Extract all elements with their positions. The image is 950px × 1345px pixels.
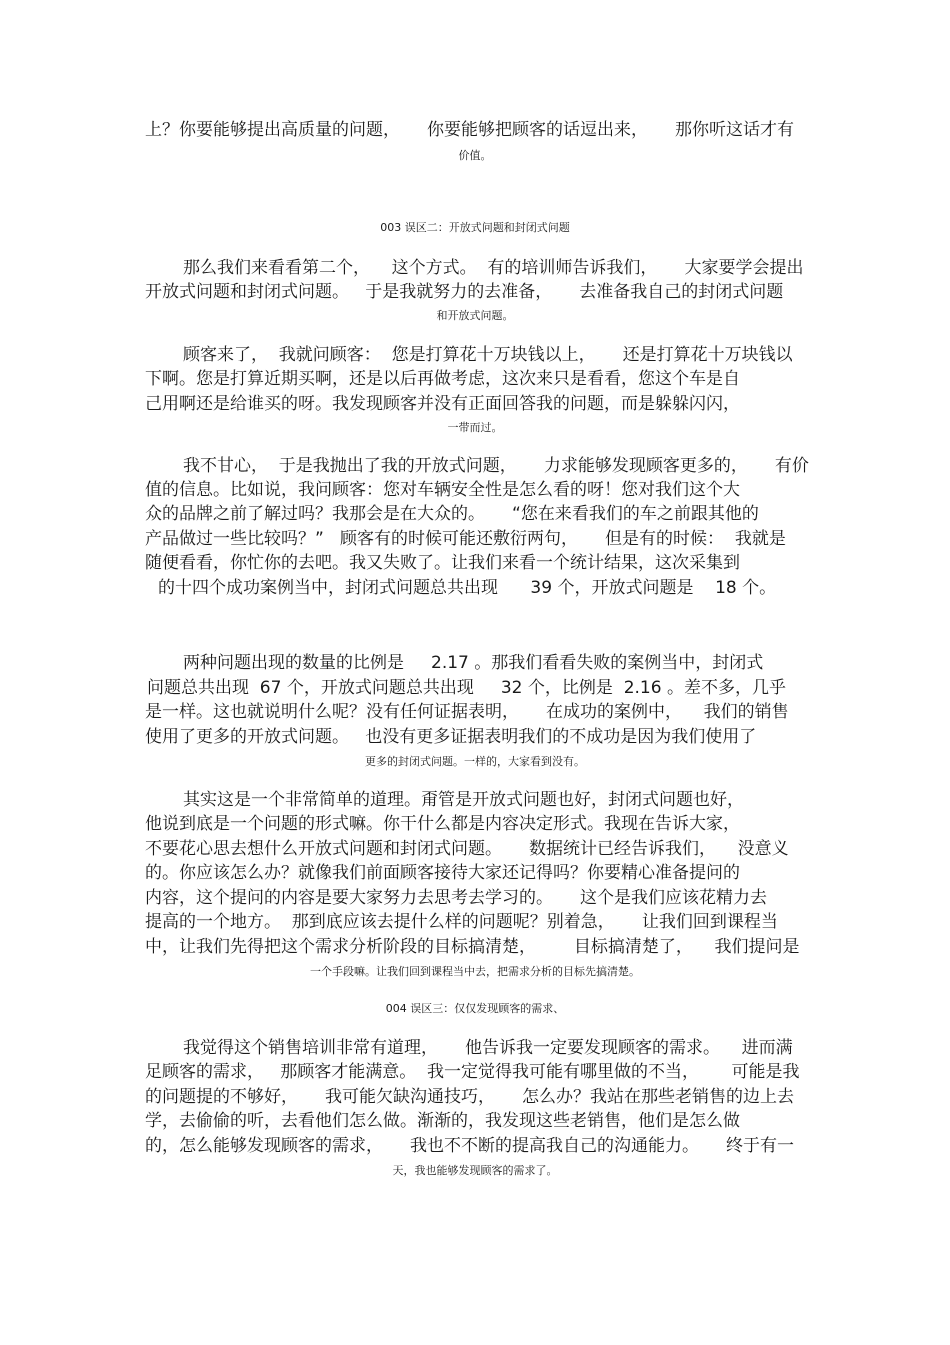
- text-line: 天，我也能够发现顾客的需求了。: [392, 1164, 558, 1177]
- text-line: 随便看看，你忙你的去吧。我又失败了。让我们来看一个统计结果，这次采集到: [145, 553, 740, 573]
- text-line: 的十四个成功案例当中，封闭式问题总共出现 39 个，开放式问题是 18 个。: [158, 578, 777, 598]
- text-line: 的，怎么能够发现顾客的需求， 我也不不断的提高我自己的沟通能力。 终于有一: [145, 1136, 795, 1156]
- text-line: 我不甘心， 于是我抛出了我的开放式问题， 力求能够发现顾客更多的， 有价: [183, 456, 809, 476]
- text-line: 价值。: [458, 149, 492, 162]
- text-line: 和开放式问题。: [436, 309, 514, 322]
- text-line: 的问题提的不够好， 我可能欠缺沟通技巧， 怎么办？我站在那些老销售的边上去: [145, 1087, 795, 1107]
- text-line: 值的信息。比如说，我问顾客：您对车辆安全性是怎么看的呀！您对我们这个大: [145, 480, 740, 500]
- text-line: 己用啊还是给谁买的呀。我发现顾客并没有正面回答我的问题，而是躲躲闪闪，: [145, 394, 740, 414]
- text-line: 众的品牌之前了解过吗？我那会是在大众的。 “您在来看我们的车之前跟其他的: [145, 504, 759, 524]
- text-line: 一带而过。: [447, 421, 503, 434]
- text-line: 内容，这个提问的内容是要大家努力去思考去学习的。 这个是我们应该花精力去: [145, 888, 768, 908]
- text-line: 的。你应该怎么办？就像我们前面顾客接待大家还记得吗？你要精心准备提问的: [145, 863, 740, 883]
- text-line: 产品做过一些比较吗？” 顾客有的时候可能还敷衍两句， 但是有的时候： 我就是: [145, 529, 786, 549]
- text-line: 那么我们来看看第二个， 这个方式。 有的培训师告诉我们， 大家要学会提出: [183, 258, 804, 278]
- text-line: 其实这是一个非常简单的道理。甭管是开放式问题也好，封闭式问题也好，: [183, 790, 744, 810]
- text-line: 开放式问题和封闭式问题。 于是我就努力的去准备， 去准备我自己的封闭式问题: [145, 282, 784, 302]
- text-line: 使用了更多的开放式问题。 也没有更多证据表明我们的不成功是因为我们使用了: [145, 727, 757, 747]
- text-line: 下啊。您是打算近期买啊，还是以后再做考虑，这次来只是看看，您这个车是自: [145, 369, 740, 389]
- text-line: 一个手段嘛。让我们回到课程当中去，把需求分析的目标先搞清楚。: [310, 965, 640, 978]
- text-line: 提高的一个地方。 那到底应该去提什么样的问题呢？别着急， 让我们回到课程当: [145, 912, 778, 932]
- text-line: 中，让我们先得把这个需求分析阶段的目标搞清楚， 目标搞清楚了， 我们提问是: [145, 937, 800, 957]
- text-line: 更多的封闭式问题。一样的，大家看到没有。: [365, 755, 585, 768]
- text-line: 两种问题出现的数量的比例是 2.17 。那我们看看失败的案例当中，封闭式: [183, 653, 764, 673]
- text-line: 上？你要能够提出高质量的问题， 你要能够把顾客的话逗出来， 那你听这话才有: [145, 120, 795, 140]
- text-line: 足顾客的需求， 那顾客才能满意。 我一定觉得我可能有哪里做的不当， 可能是我: [145, 1062, 800, 1082]
- text-line: 他说到底是一个问题的形式嘛。你干什么都是内容决定形式。我现在告诉大家，: [145, 814, 740, 834]
- text-line: 问题总共出现 67 个，开放式问题总共出现 32 个，比例是 2.16 。差不多，几乎: [147, 678, 786, 698]
- section-heading: 004 误区三：仅仅发现顾客的需求、: [385, 1002, 565, 1015]
- text-line: 不要花心思去想什么开放式问题和封闭式问题。 数据统计已经告诉我们， 没意义: [145, 839, 789, 859]
- text-line: 我觉得这个销售培训非常有道理， 他告诉我一定要发现顾客的需求。 进而满: [183, 1038, 793, 1058]
- text-line: 顾客来了， 我就问顾客： 您是打算花十万块钱以上， 还是打算花十万块钱以: [183, 345, 793, 365]
- section-heading: 003 误区二：开放式问题和封闭式问题: [380, 221, 570, 234]
- text-line: 是一样。这也就说明什么呢？没有任何证据表明， 在成功的案例中， 我们的销售: [145, 702, 789, 722]
- text-line: 学，去偷偷的听，去看他们怎么做。渐渐的，我发现这些老销售，他们是怎么做: [145, 1111, 740, 1131]
